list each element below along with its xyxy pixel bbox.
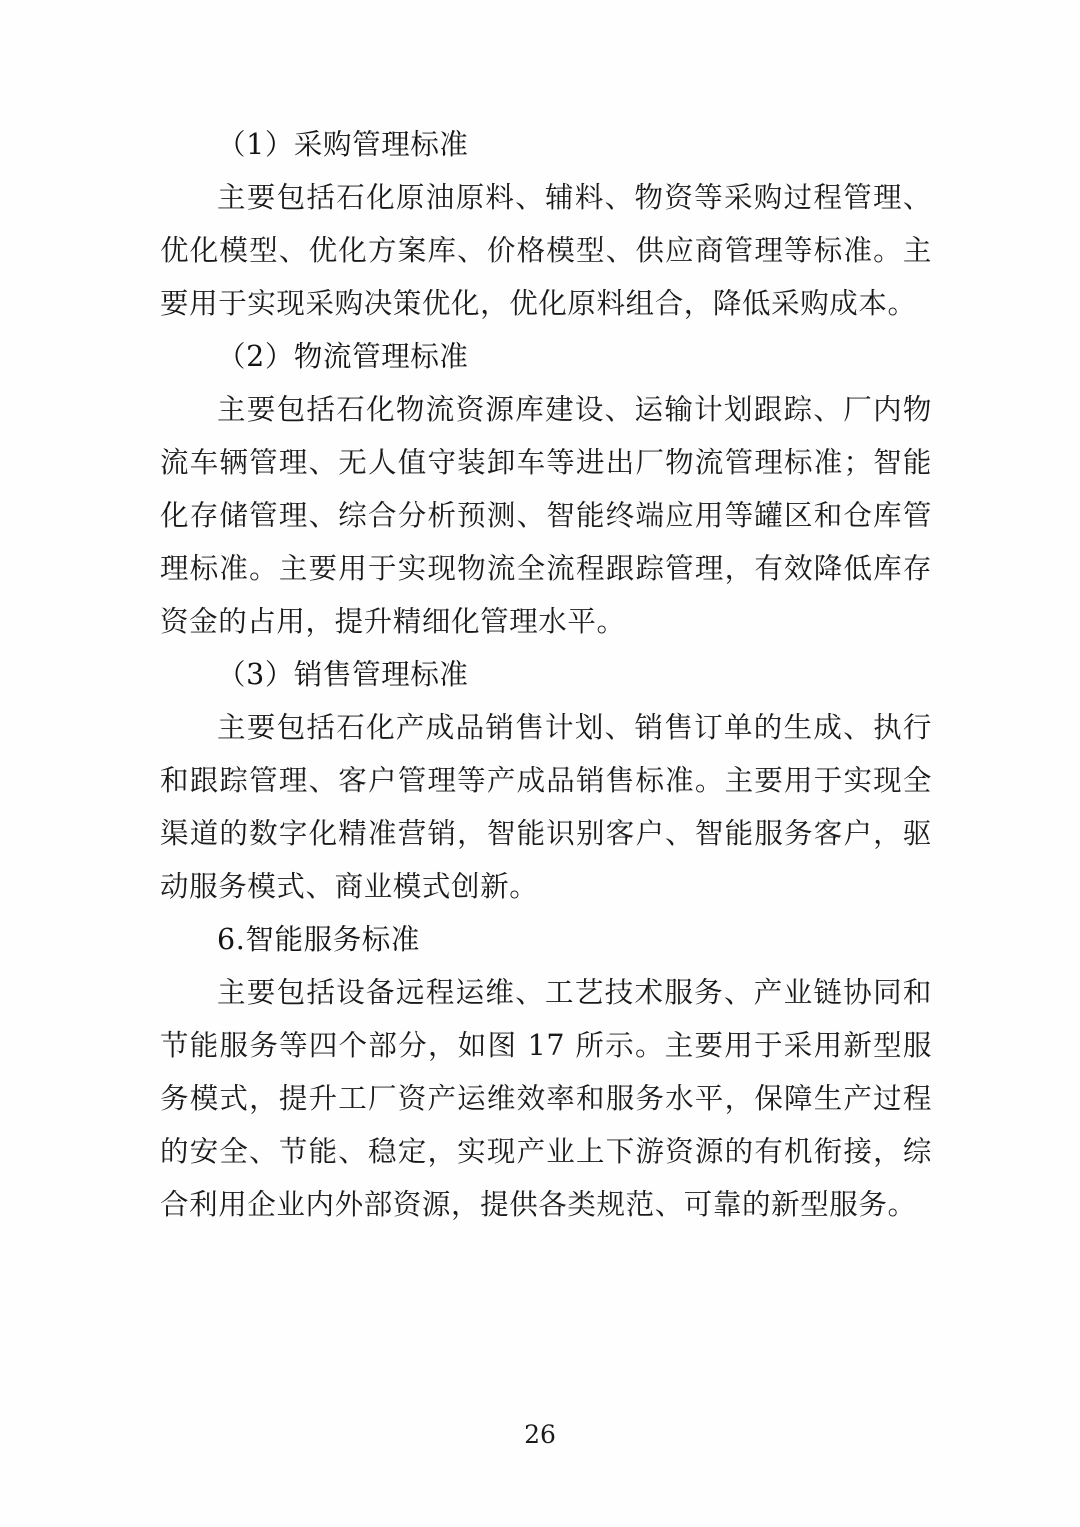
paragraph-sales-management-standard: 主要包括石化产成品销售计划、销售订单的生成、执行和跟踪管理、客户管理等产成品销售标准。主要用于实现全渠道的数字化精准营销，智能识别客户、智能服务客户，驱动服务模式、商业模式创新。 [160, 711, 932, 903]
heading-sales-management-standard: （3）销售管理标准 [217, 658, 469, 691]
paragraph-smart-service-standard: 主要包括设备远程运维、工艺技术服务、产业链协同和节能服务等四个部分，如图 17 所示。主要用于采用新型服务模式，提升工厂资产运维效率和服务水平，保障生产过程的安全、节能、稳定，实现产业上下游资源的有机衔接，综合利用企业内外部资源，提供各类规范、可靠的新型服务。 [160, 976, 932, 1221]
document-body [160, 118, 932, 1231]
page-number: 26 [524, 1420, 556, 1449]
heading-smart-service-standard: 6.智能服务标准 [217, 923, 420, 956]
paragraph-logistics-management-standard: 主要包括石化物流资源库建设、运输计划跟踪、厂内物流车辆管理、无人值守装卸车等进出厂物流管理标准；智能化存储管理、综合分析预测、智能终端应用等罐区和仓库管理标准。主要用于实现物流全流程跟踪管理，有效降低库存资金的占用，提升精细化管理水平。 [160, 393, 932, 638]
paragraph-procurement-management-standard: 主要包括石化原油原料、辅料、物资等采购过程管理、优化模型、优化方案库、价格模型、供应商管理等标准。主要用于实现采购决策优化，优化原料组合，降低采购成本。 [160, 181, 932, 320]
heading-procurement-management-standard: （1）采购管理标准 [217, 128, 469, 161]
heading-logistics-management-standard: （2）物流管理标准 [217, 340, 469, 373]
